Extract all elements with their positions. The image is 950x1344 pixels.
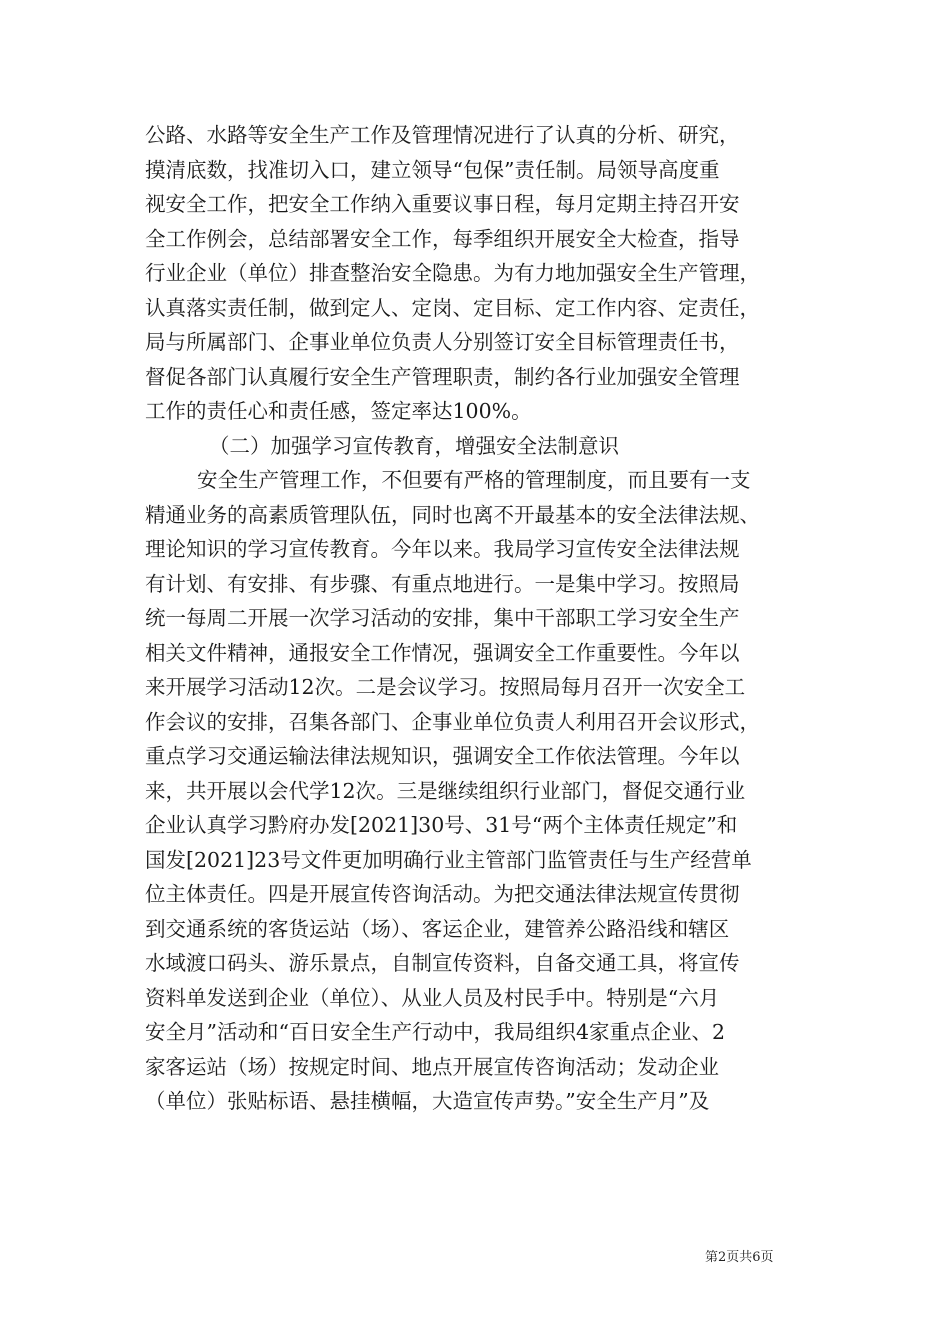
body-line: 重点学习交通运输法律法规知识，强调安全工作依法管理。今年以	[145, 744, 740, 768]
body-line: 摸清底数，找准切入口，建立领导“包保”责任制。局领导高度重	[145, 157, 720, 182]
body-line: 作会议的安排，召集各部门、企事业单位负责人利用召开会议形式，	[145, 709, 760, 734]
body-line: 局与所属部门、企事业单位负责人分别签订安全目标管理责任书，	[145, 330, 740, 354]
body-line: 安全月”活动和“百日安全生产行动中，我局组织4家重点企业、2	[145, 1020, 726, 1044]
page-number-footer: 第2页共6页	[705, 1250, 774, 1265]
paragraph-first-line: 安全生产管理工作，不但要有严格的管理制度，而且要有一支	[197, 468, 751, 492]
body-line: 精通业务的高素质管理队伍，同时也离不开最基本的安全法律法规、	[145, 502, 760, 527]
body-line: 认真落实责任制，做到定人、定岗、定目标、定工作内容、定责任，	[145, 295, 760, 320]
body-line: 位主体责任。四是开展宣传咨询活动。为把交通法律法规宣传贯彻	[145, 882, 740, 906]
body-line: 企业认真学习黔府办发[2021]30号、31号“两个主体责任规定”和	[145, 813, 738, 837]
body-line: 水域渡口码头、游乐景点，自制宣传资料，自备交通工具，将宣传	[145, 951, 740, 975]
body-line: 统一每周二开展一次学习活动的安排，集中干部职工学习安全生产	[145, 606, 740, 630]
body-line: 公路、水路等安全生产工作及管理情况进行了认真的分析、研究，	[145, 123, 740, 147]
body-line: （单位）张贴标语、悬挂横幅，大造宣传声势。”安全生产月”及	[145, 1089, 710, 1113]
body-line: 督促各部门认真履行安全生产管理职责，制约各行业加强安全管理	[145, 364, 740, 389]
body-line: 视安全工作，把安全工作纳入重要议事日程，每月定期主持召开安	[145, 192, 740, 216]
body-line: 到交通系统的客货运站（场）、客运企业，建管养公路沿线和辖区	[145, 916, 730, 941]
body-line: 家客运站（场）按规定时间、地点开展宣传咨询活动；发动企业	[145, 1054, 719, 1079]
body-line: 理论知识的学习宣传教育。今年以来。我局学习宣传安全法律法规	[145, 537, 740, 561]
body-line: 全工作例会，总结部署安全工作，每季组织开展安全大检查，指导	[145, 226, 740, 251]
body-line: 国发[2021]23号文件更加明确行业主管部门监管责任与生产经营单	[145, 847, 752, 872]
body-line: 行业企业（单位）排查整治安全隐患。为有力地加强安全生产管理，	[145, 261, 760, 285]
body-line: 工作的责任心和责任感，签定率达100%。	[145, 399, 532, 423]
body-line: 有计划、有安排、有步骤、有重点地进行。一是集中学习。按照局	[145, 571, 740, 596]
body-line: 来开展学习活动12次。二是会议学习。按照局每月召开一次安全工	[145, 675, 746, 699]
section-heading: （二）加强学习宣传教育，增强安全法制意识	[209, 433, 619, 458]
document-body	[145, 118, 810, 1119]
body-line: 相关文件精神，通报安全工作情况，强调安全工作重要性。今年以	[145, 640, 740, 665]
body-line: 资料单发送到企业（单位）、从业人员及村民手中。特别是“六月	[145, 985, 720, 1010]
body-line: 来，共开展以会代学12次。三是继续组织行业部门，督促交通行业	[145, 778, 746, 803]
